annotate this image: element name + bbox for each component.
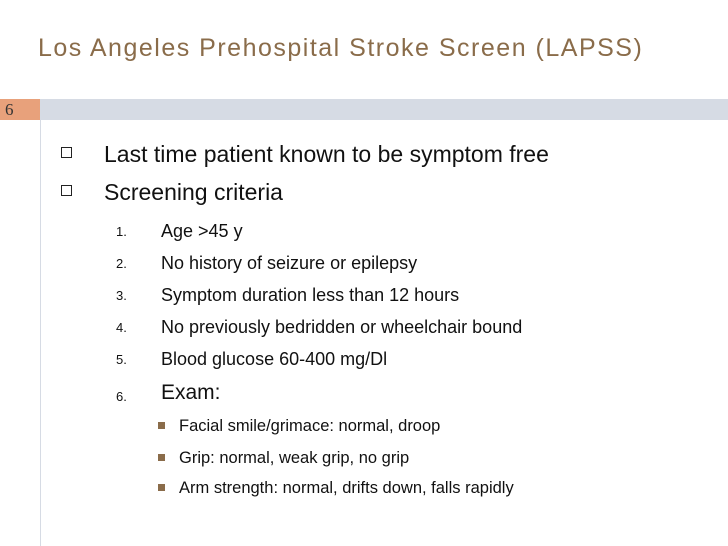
criteria-text: Symptom duration less than 12 hours: [161, 285, 460, 305]
criteria-number: 2.: [116, 256, 127, 271]
bullet-text: Last time patient known to be symptom free: [104, 141, 549, 167]
criteria-number: 3.: [116, 288, 127, 303]
square-bullet-icon: [158, 422, 165, 429]
criteria-text: Exam:: [161, 381, 221, 404]
title-rule: [40, 99, 728, 120]
exam-text: Facial smile/grimace: normal, droop: [179, 417, 441, 435]
criteria-text: Blood glucose 60-400 mg/Dl: [161, 349, 388, 369]
square-bullet-icon: [158, 484, 165, 491]
exam-text: Grip: normal, weak grip, no grip: [179, 449, 410, 467]
criteria-text: No history of seizure or epilepsy: [161, 253, 418, 273]
checkbox-bullet-icon: [61, 185, 72, 196]
criteria-text: No previously bedridden or wheelchair bound: [161, 317, 523, 337]
criteria-number: 6.: [116, 389, 127, 404]
left-margin-line: [40, 120, 41, 546]
bullet-text: Screening criteria: [104, 179, 283, 205]
slide-title: Los Angeles Prehospital Stroke Screen (LAPSS): [38, 34, 644, 62]
criteria-number: 4.: [116, 320, 127, 335]
slide-number: 6: [5, 100, 14, 119]
square-bullet-icon: [158, 454, 165, 461]
exam-text: Arm strength: normal, drifts down, falls rapidly: [179, 479, 514, 497]
checkbox-bullet-icon: [61, 147, 72, 158]
criteria-text: Age >45 y: [161, 221, 243, 241]
criteria-number: 5.: [116, 352, 127, 367]
criteria-number: 1.: [116, 224, 127, 239]
